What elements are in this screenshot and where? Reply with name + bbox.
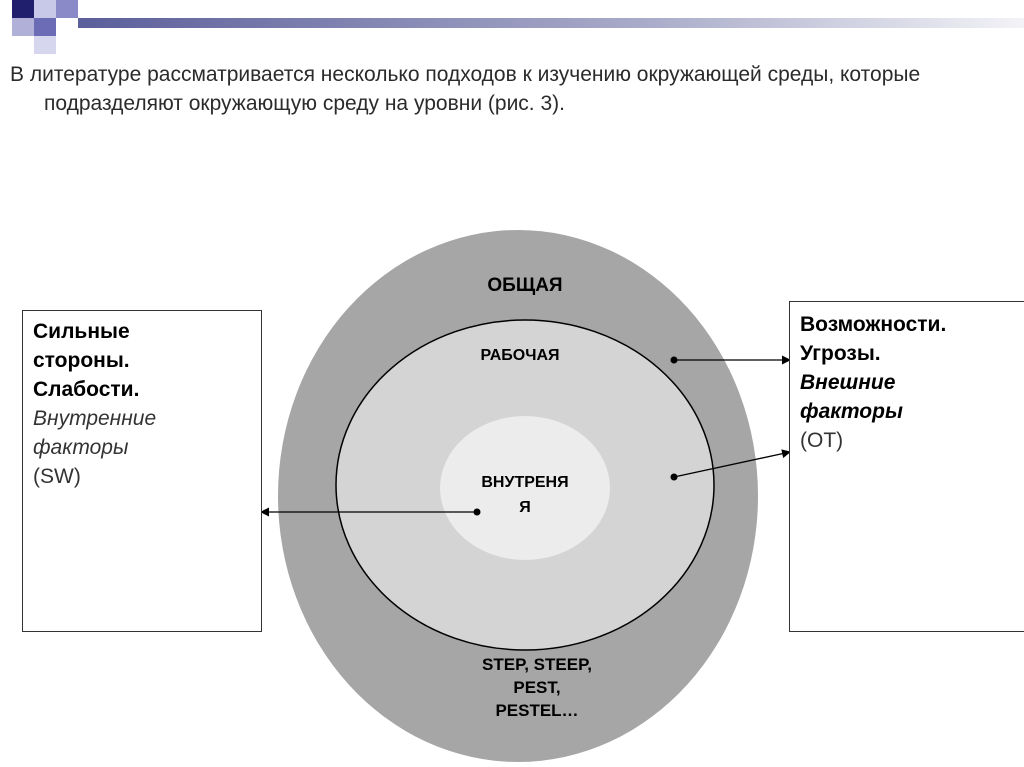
right-box-line4: факторы	[800, 400, 903, 423]
outer-label: ОБЩАЯ	[487, 275, 563, 296]
right-box-line1: Возможности.	[800, 313, 947, 336]
left-box-line1: Сильные	[33, 320, 130, 343]
internal-factors-box	[22, 310, 262, 632]
left-box-line3: Слабости.	[33, 378, 140, 401]
right-box-line3: Внешние	[800, 371, 896, 394]
right-box-line2: Угрозы.	[800, 342, 881, 365]
bottom-label-line1: STEP, STEEP,	[482, 655, 592, 674]
bottom-label-line2: PEST,	[513, 678, 561, 697]
bottom-label-line3: PESTEL…	[495, 701, 579, 720]
inner-label-line2: Я	[519, 499, 531, 516]
inner-label-line1: ВНУТРЕНЯ	[481, 474, 569, 491]
middle-label: РАБОЧАЯ	[480, 347, 560, 364]
left-box-line4: Внутренние	[33, 407, 157, 430]
left-box-line5: факторы	[33, 436, 129, 459]
right-box-line5: (ОТ)	[800, 429, 844, 452]
left-box-line6: (SW)	[33, 465, 81, 488]
external-factors-box	[789, 301, 1024, 632]
intro-text: В литературе рассматривается несколько подходов к изучению окружающей среды, которые подразделяют окружающую среду на уровни (рис. 3).	[10, 63, 921, 115]
left-box-line2: стороны.	[33, 349, 130, 372]
